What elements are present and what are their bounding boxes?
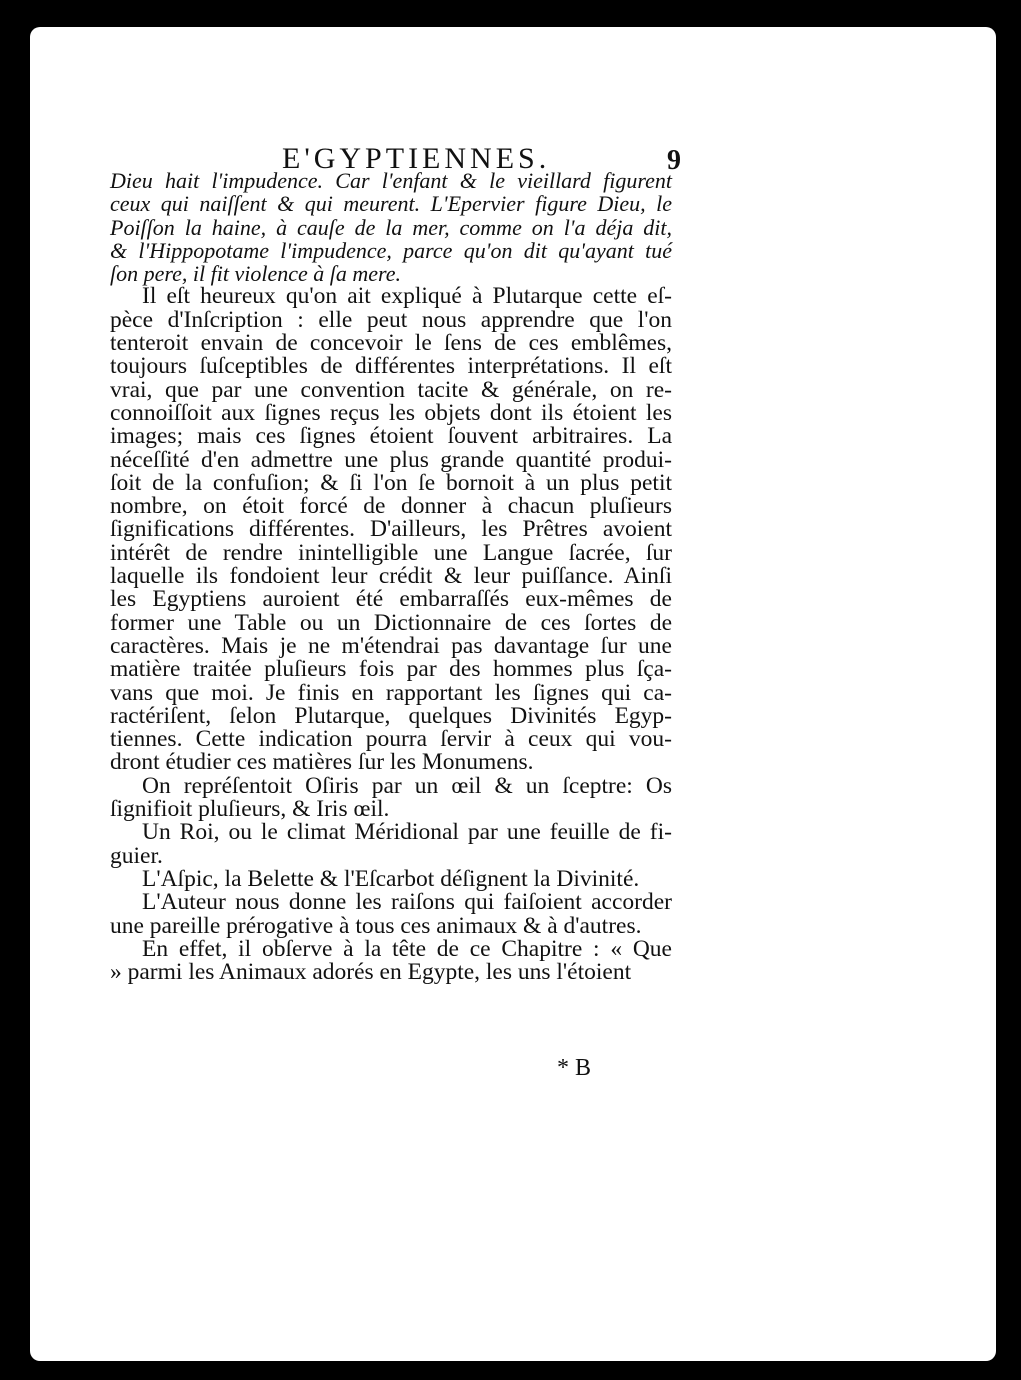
text-line: L'Auteur nous donne les raiſons qui faiſoient accorder bbox=[142, 889, 672, 916]
text-line: On repréſentoit Oſiris par un œil & un ſceptre: Os bbox=[142, 772, 672, 799]
page-number: 9 bbox=[667, 145, 681, 176]
text-line: L'Aſpic, la Belette & l'Eſcarbot déſignent la Divinité. bbox=[142, 865, 640, 892]
text-line: caractères. Mais je ne m'étendrai pas davantage ſur une bbox=[110, 632, 672, 659]
text-line: connoiſſoit aux ſignes reçus les objets dont ils étoient les bbox=[110, 399, 672, 426]
text-line: En effet, il obſerve à la tête de ce Chapitre : « Que bbox=[142, 935, 672, 962]
text-line: Poiſſon la haine, à cauſe de la mer, comme on l'a déja dit, bbox=[110, 214, 672, 240]
paragraph bbox=[110, 935, 672, 986]
book-page bbox=[30, 27, 996, 1361]
body-text bbox=[110, 169, 672, 984]
text-line: tenteroit envain de concevoir le ſens de ces emblêmes, bbox=[110, 330, 672, 357]
text-line: vrai, que par une convention tacite & générale, on re- bbox=[110, 376, 672, 403]
text-line: intérêt de rendre inintelligible une Langue ſacrée, ſur bbox=[110, 539, 672, 566]
paragraph bbox=[110, 865, 672, 892]
text-line: ſignifioit pluſieurs, & Iris œil. bbox=[110, 796, 390, 823]
text-line: » parmi les Animaux adorés en Egypte, les uns l'étoient bbox=[110, 959, 632, 986]
text-line: néceſſité d'en admettre une plus grande quantité produi- bbox=[110, 446, 672, 473]
text-line: laquelle ils fondoient leur crédit & leur puiſſance. Ainſi bbox=[110, 563, 672, 590]
catchword: * B bbox=[557, 1055, 592, 1081]
text-line: Il eſt heureux qu'on ait expliqué à Plutarque cette eſ- bbox=[142, 283, 672, 310]
text-line: & l'Hippopotame l'impudence, parce qu'on dit qu'ayant tué bbox=[110, 237, 672, 263]
text-line: les Egyptiens auroient été embarraſſés eux-mêmes de bbox=[110, 586, 672, 613]
text-line: ceux qui naiſſent & qui meurent. L'Epervier figure Dieu, le bbox=[110, 191, 672, 217]
text-line: une pareille prérogative à tous ces animaux & à d'autres. bbox=[110, 912, 642, 939]
text-line: guier. bbox=[110, 842, 163, 869]
text-line: nombre, on étoit forcé de donner à chacun pluſieurs bbox=[110, 493, 672, 520]
text-line: tiennes. Cette indication pourra ſervir à ceux qui vou- bbox=[110, 726, 672, 753]
paragraph bbox=[110, 285, 672, 774]
paragraph bbox=[110, 821, 672, 868]
running-title: E'GYPTIENNES. bbox=[282, 142, 551, 175]
text-line: ractériſent, ſelon Plutarque, quelques Divinités Egyp- bbox=[110, 702, 672, 729]
text-line: ſon pere, il fit violence à ſa mere. bbox=[110, 261, 402, 287]
text-line: former une Table ou un Dictionnaire de ces ſortes de bbox=[110, 609, 672, 636]
paragraph bbox=[110, 891, 672, 938]
text-line: matière traitée pluſieurs fois par des hommes plus ſça- bbox=[110, 656, 672, 683]
text-line: vans que moi. Je finis en rapportant les ſignes qui ca- bbox=[110, 679, 672, 706]
text-line: ſignifications différentes. D'ailleurs, les Prêtres avoient bbox=[110, 516, 672, 543]
text-line: images; mais ces ſignes étoient ſouvent arbitraires. La bbox=[110, 423, 672, 450]
text-line: toujours ſuſceptibles de différentes interprétations. Il eſt bbox=[110, 353, 672, 380]
text-line: Dieu hait l'impudence. Car l'enfant & le vieillard figurent bbox=[110, 168, 672, 193]
text-line: pèce d'Inſcription : elle peut nous apprendre que l'on bbox=[110, 306, 672, 333]
paragraph bbox=[110, 169, 672, 285]
text-line: dront étudier ces matières ſur les Monumens. bbox=[110, 749, 534, 776]
paragraph bbox=[110, 772, 672, 823]
text-line: ſoit de la confuſion; & ſi l'on ſe bornoit à un plus petit bbox=[110, 469, 672, 496]
text-line: Un Roi, ou le climat Méridional par une feuille de fi- bbox=[142, 819, 672, 846]
